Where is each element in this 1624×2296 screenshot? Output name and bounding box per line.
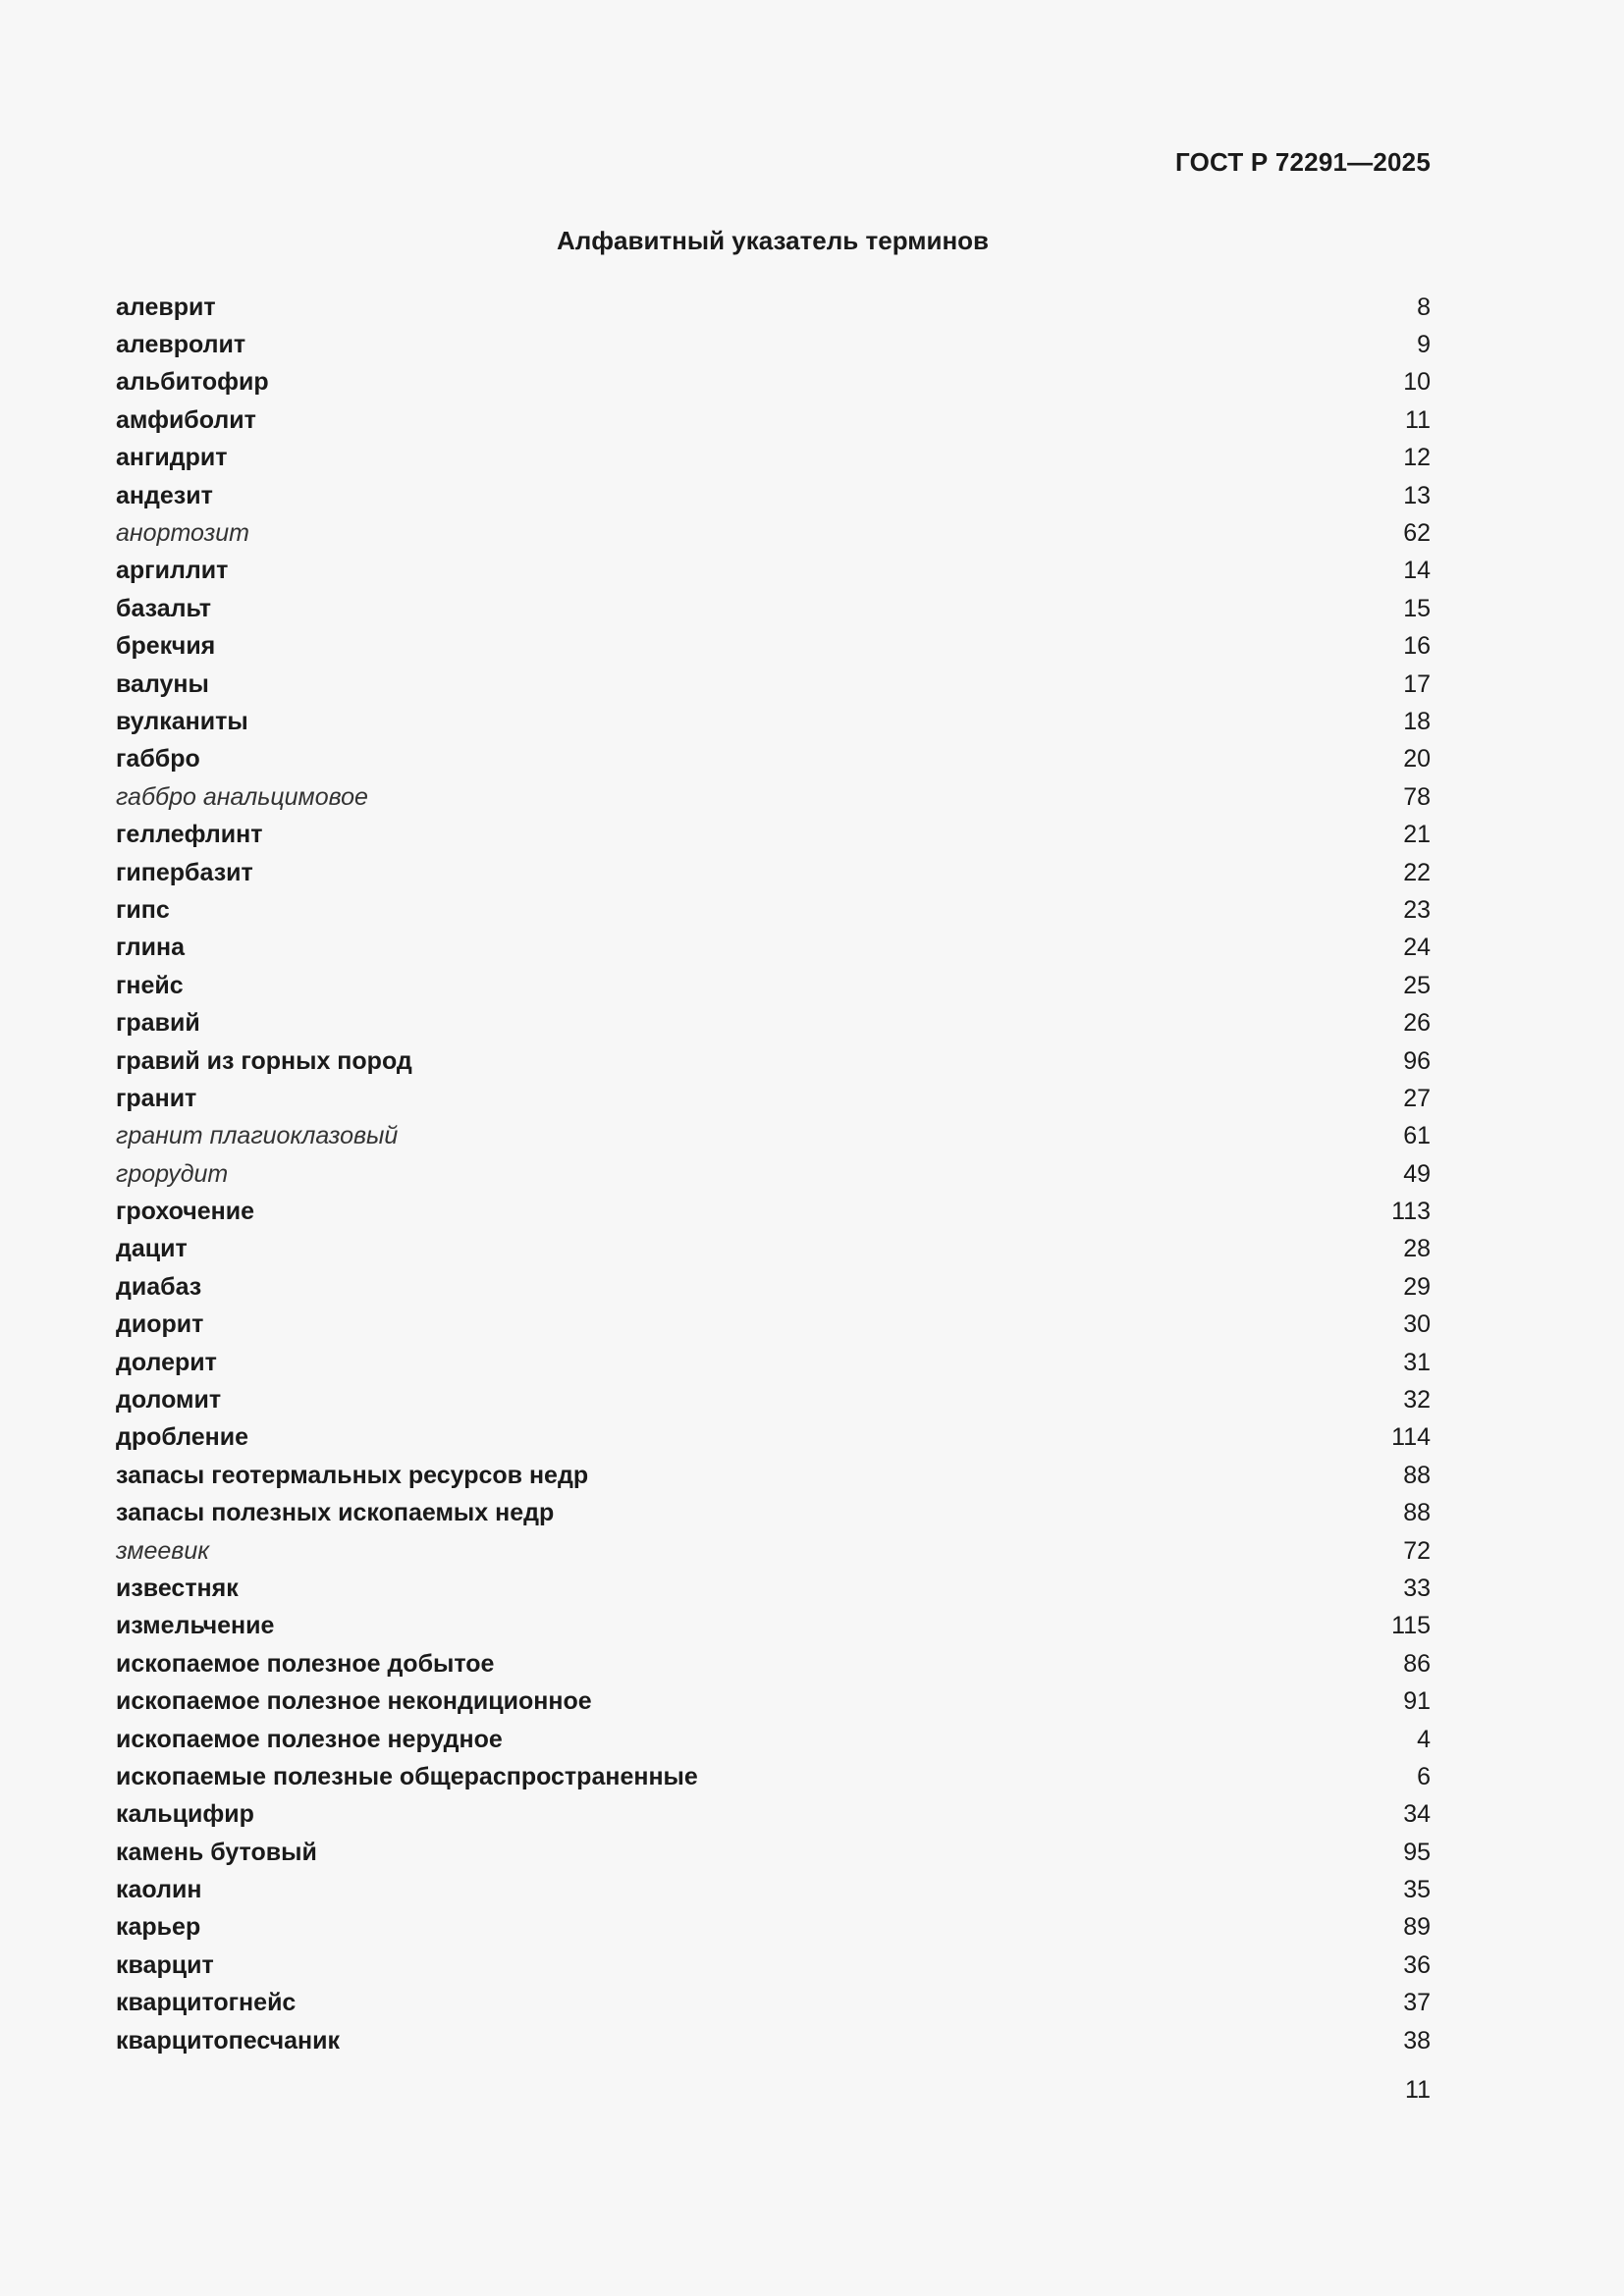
index-row: [116, 778, 1431, 816]
index-term-number: 31: [1403, 1348, 1431, 1376]
index-row: [116, 967, 1431, 1004]
index-row: [116, 553, 1431, 590]
index-row: [116, 1042, 1431, 1080]
document-code: ГОСТ Р 72291—2025: [1175, 147, 1431, 177]
index-row: [116, 1307, 1431, 1344]
index-term-number: 91: [1403, 1687, 1431, 1716]
index-term-number: 12: [1403, 444, 1431, 472]
index-term-number: 34: [1403, 1800, 1431, 1829]
index-synonym-term: змеевик: [116, 1536, 210, 1565]
index-term: запасы полезных ископаемых недр: [116, 1499, 555, 1527]
index-term: гипс: [116, 895, 170, 924]
index-row: [116, 1834, 1431, 1871]
index-row: [116, 1570, 1431, 1607]
index-term: амфиболит: [116, 405, 256, 434]
index-row: [116, 854, 1431, 891]
index-row: [116, 1344, 1431, 1381]
index-term: кварцит: [116, 1950, 214, 1979]
index-term: геллефлинт: [116, 821, 263, 849]
index-term: ископаемое полезное добытое: [116, 1649, 495, 1678]
index-row: [116, 628, 1431, 666]
index-term-number: 96: [1403, 1046, 1431, 1075]
index-term-number: 49: [1403, 1159, 1431, 1188]
index-term: базальт: [116, 594, 211, 622]
index-term: дацит: [116, 1235, 188, 1263]
index-row: [116, 401, 1431, 439]
index-term-number: 6: [1417, 1762, 1431, 1790]
index-term-number: 89: [1403, 1913, 1431, 1942]
index-term: карьер: [116, 1913, 201, 1942]
index-synonym-term: анортозит: [116, 519, 249, 548]
index-term: диорит: [116, 1310, 204, 1339]
index-row: [116, 1871, 1431, 1908]
index-row: [116, 703, 1431, 740]
index-term: камень бутовый: [116, 1838, 317, 1866]
index-row: [116, 1985, 1431, 2022]
index-row: [116, 1495, 1431, 1532]
index-term: глина: [116, 934, 186, 962]
index-term: ископаемое полезное нерудное: [116, 1725, 503, 1753]
index-term-number: 26: [1403, 1009, 1431, 1038]
index-term: грохочение: [116, 1198, 255, 1226]
index-row: [116, 1381, 1431, 1418]
index-term: аргиллит: [116, 557, 229, 585]
index-term-number: 32: [1403, 1386, 1431, 1415]
index-term-number: 33: [1403, 1574, 1431, 1602]
index-term-number: 24: [1403, 934, 1431, 962]
index-row: [116, 1947, 1431, 1984]
index-term-number: 114: [1391, 1423, 1431, 1452]
index-term-number: 72: [1403, 1536, 1431, 1565]
index-row: [116, 1080, 1431, 1117]
index-term: измельчение: [116, 1612, 275, 1640]
index-row: [116, 514, 1431, 552]
index-term-number: 88: [1403, 1461, 1431, 1489]
index-row: [116, 1608, 1431, 1645]
index-term-number: 78: [1403, 782, 1431, 811]
index-term: габбро: [116, 745, 200, 774]
index-term-number: 11: [1405, 405, 1431, 434]
index-row: [116, 1155, 1431, 1193]
index-term-number: 23: [1403, 895, 1431, 924]
index-term-number: 35: [1403, 1876, 1431, 1904]
index-term-number: 4: [1417, 1725, 1431, 1753]
index-term: ископаемое полезное некондиционное: [116, 1687, 592, 1716]
index-term: запасы геотермальных ресурсов недр: [116, 1461, 589, 1489]
index-term: алевролит: [116, 331, 246, 359]
index-term-number: 13: [1403, 481, 1431, 509]
index-row: [116, 477, 1431, 514]
index-term: доломит: [116, 1386, 222, 1415]
index-term: каолин: [116, 1876, 202, 1904]
index-term-number: 36: [1403, 1950, 1431, 1979]
index-term: диабаз: [116, 1272, 202, 1301]
index-term-number: 37: [1403, 1989, 1431, 2017]
index-row: [116, 2022, 1431, 2059]
index-term: долерит: [116, 1348, 217, 1376]
index-term-number: 14: [1403, 557, 1431, 585]
index-term-number: 61: [1403, 1122, 1431, 1150]
page-title: Алфавитный указатель терминов: [556, 226, 990, 255]
index-term: дробление: [116, 1423, 249, 1452]
index-term-number: 21: [1403, 821, 1431, 849]
index-term-number: 22: [1403, 858, 1431, 886]
index-row: [116, 891, 1431, 929]
index-term-number: 38: [1403, 2026, 1431, 2055]
index-row: [116, 364, 1431, 401]
index-term: вулканиты: [116, 707, 248, 735]
index-row: [116, 1909, 1431, 1947]
index-synonym-term: габбро анальцимовое: [116, 782, 368, 811]
index-row: [116, 590, 1431, 627]
index-row: [116, 326, 1431, 363]
index-row: [116, 1532, 1431, 1570]
index-term-number: 29: [1403, 1272, 1431, 1301]
index-term: ангидрит: [116, 444, 228, 472]
index-term-number: 17: [1403, 669, 1431, 698]
index-term: алеврит: [116, 293, 216, 321]
index-term-number: 8: [1417, 293, 1431, 321]
index-term: валуны: [116, 669, 209, 698]
index-row: [116, 1004, 1431, 1041]
index-row: [116, 1758, 1431, 1795]
index-term: андезит: [116, 481, 213, 509]
index-term: кальцифир: [116, 1800, 254, 1829]
page-number: 11: [1405, 2076, 1431, 2104]
index-synonym-term: грорудит: [116, 1159, 229, 1188]
index-term-number: 115: [1391, 1612, 1431, 1640]
index-term: гравий: [116, 1009, 200, 1038]
index-row: [116, 1796, 1431, 1834]
index-row: [116, 440, 1431, 477]
index-term-number: 18: [1403, 707, 1431, 735]
index-row: [116, 1419, 1431, 1457]
index-term-number: 15: [1403, 594, 1431, 622]
index-row: [116, 1193, 1431, 1230]
index-term-number: 86: [1403, 1649, 1431, 1678]
index-term: кварцитопесчаник: [116, 2026, 340, 2055]
index-synonym-term: гранит плагиоклазовый: [116, 1122, 399, 1150]
index-term: альбитофир: [116, 368, 269, 397]
index-row: [116, 1118, 1431, 1155]
index-row: [116, 1457, 1431, 1494]
index-term-number: 16: [1403, 632, 1431, 661]
index-row: [116, 1268, 1431, 1306]
index-term: гравий из горных пород: [116, 1046, 412, 1075]
term-index-list: [116, 289, 1431, 2059]
index-term-number: 95: [1403, 1838, 1431, 1866]
index-term: гранит: [116, 1084, 197, 1112]
index-row: [116, 930, 1431, 967]
index-term: известняк: [116, 1574, 239, 1602]
index-term-number: 25: [1403, 971, 1431, 999]
index-row: [116, 1231, 1431, 1268]
index-row: [116, 816, 1431, 853]
index-term: гнейс: [116, 971, 184, 999]
index-term: кварцитогнейс: [116, 1989, 297, 2017]
index-term: ископаемые полезные общераспространенные: [116, 1762, 698, 1790]
index-term: гипербазит: [116, 858, 253, 886]
index-term-number: 27: [1403, 1084, 1431, 1112]
index-term-number: 30: [1403, 1310, 1431, 1339]
index-row: [116, 1645, 1431, 1682]
index-term-number: 20: [1403, 745, 1431, 774]
index-term: брекчия: [116, 632, 216, 661]
index-row: [116, 1682, 1431, 1720]
index-row: [116, 666, 1431, 703]
index-row: [116, 289, 1431, 326]
index-row: [116, 1721, 1431, 1758]
index-term-number: 28: [1403, 1235, 1431, 1263]
index-term-number: 10: [1403, 368, 1431, 397]
index-term-number: 113: [1391, 1198, 1431, 1226]
index-row: [116, 741, 1431, 778]
index-term-number: 9: [1417, 331, 1431, 359]
index-term-number: 62: [1403, 519, 1431, 548]
index-term-number: 88: [1403, 1499, 1431, 1527]
